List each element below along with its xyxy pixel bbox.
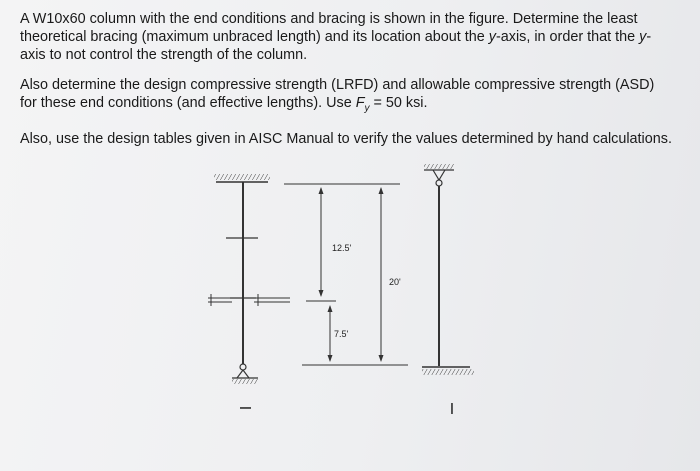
dim-lower-label: 7.5' bbox=[334, 329, 349, 339]
right-top-support-hatch bbox=[424, 164, 454, 169]
fy-symbol: F bbox=[355, 95, 365, 111]
p1-line-b: theoretical bracing (maximum unbraced length) and its location about the bbox=[20, 29, 489, 45]
y-axis-var: y bbox=[488, 29, 496, 45]
dim-lower-arrow-top bbox=[328, 305, 333, 312]
bracing-members bbox=[208, 294, 290, 306]
p2-line-b: for these end conditions (and effective lengths). Use bbox=[20, 95, 356, 111]
p1-line-c: -axis, in order that the bbox=[495, 29, 640, 45]
right-bottom-fixed-hatch bbox=[422, 369, 474, 375]
right-pin-line-1 bbox=[433, 170, 439, 180]
dim-total-arrow-bottom bbox=[379, 355, 384, 362]
paragraph-3: Also, use the design tables given in AISC Manual to verify the values determined by hand calculations. bbox=[20, 130, 672, 147]
left-pin-line-2 bbox=[243, 370, 249, 378]
dim-total-arrow-top bbox=[379, 187, 384, 194]
dim-upper-arrow-bottom bbox=[319, 290, 324, 297]
left-pin-circle bbox=[240, 364, 246, 370]
dimension-lines bbox=[284, 184, 408, 365]
y-axis-var-2: y bbox=[639, 29, 647, 45]
p2-line-a: Also determine the design compressive strength (LRFD) and allowable compressive strength (ASD) bbox=[20, 77, 655, 93]
dim-lower-arrow-bottom bbox=[328, 355, 333, 362]
dim-total-label: 20' bbox=[389, 277, 401, 287]
dim-upper-label: 12.5' bbox=[332, 243, 352, 253]
right-pin-circle bbox=[436, 180, 442, 186]
fy-subscript: y bbox=[364, 102, 370, 114]
left-pin-line-1 bbox=[237, 370, 243, 378]
left-pin-base-hatch bbox=[232, 379, 258, 384]
p1-line-a: A W10x60 column with the end conditions and bracing is shown in the figure. Determine the least bbox=[20, 11, 638, 27]
left-column-diagram bbox=[214, 174, 270, 410]
p2-line-c: = 50 ksi. bbox=[369, 95, 428, 111]
p1-hyphen: - bbox=[646, 29, 652, 45]
p1-line-e: axis to not control the strength of the column. bbox=[20, 47, 308, 63]
right-pin-line-2 bbox=[439, 170, 445, 180]
right-column-diagram bbox=[422, 164, 474, 418]
dim-upper-arrow-top bbox=[319, 187, 324, 194]
right-section-i-symbol: I bbox=[449, 401, 455, 419]
left-section-i-symbol: I bbox=[235, 405, 253, 411]
left-top-fixed-support-hatch bbox=[214, 174, 270, 180]
